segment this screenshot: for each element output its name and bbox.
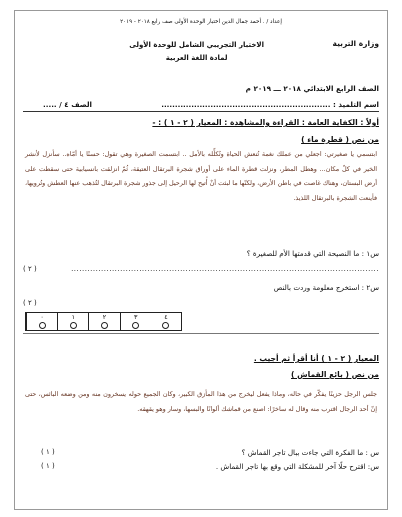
answer-line-1[interactable]: [23, 265, 379, 273]
exam-page: [14, 10, 388, 510]
exam-title: الاختبار التجريبي الشامل للوحدة الأولى: [129, 41, 264, 49]
rubric-grid: [25, 312, 182, 331]
grade-line: الصف الرابع الابتدائي ٢٠١٨ ـــ ٢٠١٩ م: [245, 84, 379, 93]
section1-source: من نص ( قطرة ماء ): [301, 135, 379, 144]
rubric-number: ١: [71, 313, 76, 321]
exam-title-block: [129, 39, 264, 65]
question-4: [23, 462, 379, 471]
circle-icon: [101, 322, 108, 329]
score-q2: ( ٢ ): [23, 299, 37, 307]
score-q3: ( ١ ): [41, 448, 55, 456]
section2-source: من نص ( بائع القماش ): [291, 370, 379, 379]
rubric-box[interactable]: [120, 313, 151, 330]
reading-passage-1: ابتسمي يا صغيرتي: اجعلي من عملك نغمة تُنعش الحياة وتُكلِّله بالأمل .. ابتسمت الصغيرة وهي تقول: حسنًا يا أمّاه.. سأنزل لأنشر الخير في كلّ مكان... وهطل المطر، ونزلت قطرة الماء على أوراق شجرة البرتقال العتيقة، ثُمّ انزلقت بانسيابية حتى سقطت على أرض البستان، وهناك غاصت في باطن الأرض، ولكنّها ما لبثت أنْ أُتيح لها الرحيل إلى جذور شجرة البرتقال لتُذهب عنها العطش وتُرويها، فأينعت الشجرة بالبرتقال اللذيذ.: [25, 150, 377, 202]
section1-objective: أولاً : الكفاية العامة : القراءة والمشاهدة : المعيار ( ٢ - ١ ) : -: [152, 118, 379, 127]
rubric-box[interactable]: [88, 313, 119, 330]
question-1: س١ : ما النصيحة التي قدمتها الأم للصغيرة ؟: [246, 249, 379, 258]
question-2: س٢ : استخرج معلومة وردت بالنص: [273, 283, 379, 292]
rubric-box[interactable]: [151, 313, 181, 330]
question-3-text: س : ما الفكرة التي جاءت ببال تاجر القماش ؟: [241, 448, 379, 457]
rubric-box[interactable]: [26, 313, 57, 330]
exam-header: [23, 39, 379, 83]
question-3: [23, 448, 379, 457]
ministry-name: وزارة التربية: [332, 39, 379, 48]
circle-icon: [132, 322, 139, 329]
answer-dots-1: .................................................................................................................: [71, 265, 379, 273]
rubric-number: ٢: [102, 313, 107, 321]
score-q1: ( ٢ ): [23, 265, 37, 273]
rubric-number: ٤: [164, 313, 168, 321]
rubric-number: ٣: [133, 313, 138, 321]
section-divider: [23, 333, 379, 334]
student-info-row: [23, 100, 379, 112]
question-4-text: س: اقترح حلًا آخر للمشكلة التي وقع بها تاجر القماش .: [215, 462, 379, 471]
rubric-box[interactable]: [57, 313, 88, 330]
circle-icon: [162, 322, 169, 329]
prepared-by: إعداد / . أحمد جمال الدين اختبار الوحدة الأولى صف رابع ٢٠١٨ - ٢٠١٩: [120, 19, 282, 25]
reading-passage-2: جلس الرجل حزينًا يفكّر في حاله، وماذا يفعل ليخرج من هذا المأزق الكبير، وكان الجميع حوله يسخرون منه ومن وضعه البائس، حتى إنّ أحد الرجال اقترب منه وقال له ساخرًا: اصنع من قماشك ألوانًا والبسها، وسار وهو يقهقه.: [25, 390, 377, 413]
student-class-field[interactable]: الصف ٤ / .....: [43, 100, 92, 109]
score-q4: ( ١ ): [41, 462, 55, 470]
student-name-field[interactable]: اسم التلميذ : ..............................................................: [161, 100, 379, 109]
circle-icon: [39, 322, 46, 329]
rubric-number: ٠: [40, 313, 44, 321]
subject-name: لمادة اللغة العربية: [165, 54, 228, 62]
section2-objective: المعيار ( ٢ - ١ ) أنا أقرأ ثم أجيب .: [253, 354, 379, 363]
circle-icon: [70, 322, 77, 329]
